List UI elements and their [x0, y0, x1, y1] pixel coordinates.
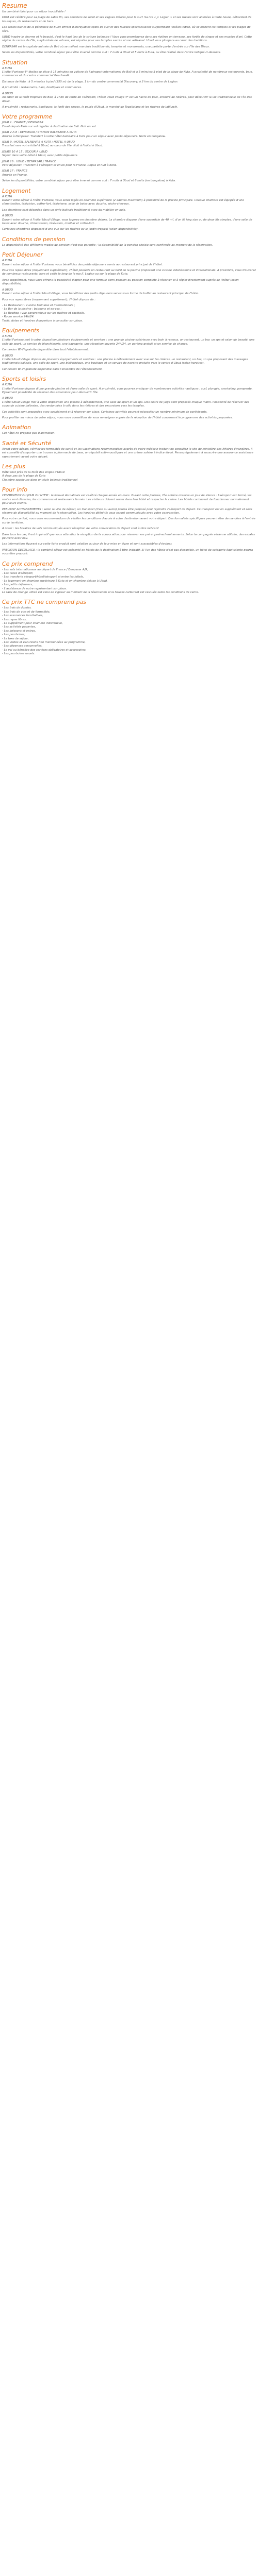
- program-day-heading: JOUR 9 : HOTEL BALNEAIRE A KUTA / HOTEL A UBUD: [2, 140, 75, 144]
- section-heading-animation: Animation: [2, 424, 31, 431]
- section-paragraph: Les chambres sont décorées dans un style balinais traditionnel avec du mobilier en bois.: [2, 208, 126, 212]
- section-paragraph: CELEBRATION DU JOUR DU NYEPI : le Nouvel An balinais est célébré chaque année en mars. Durant cette journée, l'île entière observe un jour de silence : l'aéroport est fermé, les routes sont désertes, les commerces et restaurants fermés. Les visiteurs doivent rester dans leur hôtel et respecter le calme. Les hôtels continuent de fonctionner normalement pour leurs clients.: [2, 494, 252, 505]
- program-day-heading: JOUR 2 A 8 : DENPASAR / STATION BALNEAIRE A KUTA: [2, 131, 77, 134]
- section-paragraph: Le taux de change utilisé est celui en vigueur au moment de la réservation et la hausse carburant est calculée selon les conditions de vente.: [2, 591, 199, 594]
- section-heading-equipements: Equipements: [2, 327, 40, 334]
- program-note: Selon les disponibilités, votre combiné séjour peut être inversé comme suit : 7 nuits à Ubud et 6 nuits (en bungalow) à Kuta.: [2, 179, 176, 183]
- list-item: Chambre spacieuse dans un style balinais traditionnel: [2, 478, 78, 482]
- list-item: - Les pourboires usuels.: [2, 652, 36, 656]
- list-item: - Le Restaurant : cuisine balinaise et internationale ;: [2, 303, 75, 307]
- section-heading-logement: Logement: [2, 187, 31, 194]
- resume-paragraph: Les sables blancs de la péninsule de Bukit offrent d'incroyables spots de surf et des falaises spectaculaires surplombant l'océan Indien, où se nichent les temples et les plages de rêve.: [2, 26, 251, 33]
- section-paragraph: PRECISION DECOLLAGE : le combiné séjour est présenté en hôtels de la destination à titre indicatif. Si l'un des hôtels n'est pas disponible, un hôtel de catégorie équivalente pourra vous être proposé.: [2, 548, 253, 556]
- program-day-heading: JOUR 17 : FRANCE: [2, 170, 28, 173]
- section-paragraph: Ces activités sont proposées avec supplément et à réserver sur place. Certaines activités peuvent nécessiter un nombre minimum de participants.: [2, 410, 207, 414]
- subsection-label: A UBUD: [2, 92, 13, 95]
- section-paragraph: Au cœur de la forêt tropicale de Bali, à 1h30 de route de l'aéroport, l'hôtel Ubud Village 4* est un havre de paix, entouré de rizières, pour découvrir la vie traditionnelle de l'île des dieux.: [2, 96, 252, 103]
- section-heading-conditions: Conditions de pension: [2, 235, 66, 243]
- list-item: - Les activités payantes,: [2, 625, 36, 629]
- resume-paragraph: Selon les disponibilités, votre combiné séjour peut être inversé comme suit : 7 nuits à Ubud et 5 nuits à Kuta, ou être réalisé dans l'ordre indiqué ci-dessous.: [2, 51, 221, 55]
- list-item: - Le supplément pour chambre individuelle,: [2, 622, 63, 625]
- section-paragraph: Pour vos repas libres (moyennant supplément), l'hôtel possède un restaurant au bord de la piscine proposant une cuisine indonésienne et internationale. A proximité, vous trouverez de nombreux restaurants, bars et cafés le long de la rue Jl. Legian ou sur la plage de Kuta.: [2, 269, 256, 276]
- subsection-label: A KUTA: [2, 259, 12, 263]
- section-paragraph: L'hôtel Fontana dispose d'une grande piscine et d'une salle de sport. A proximité, vous pourrez pratiquer de nombreuses activités nautiques : surf, plongée, snorkeling, parapente. Egalement possibilité de réserver des excursions pour découvrir l'île.: [2, 387, 253, 394]
- subsection-label: A KUTA: [2, 66, 12, 70]
- program-day-text: Petit déjeuner. Transfert à l'aéroport et envol pour la France. Repas et nuit à bord.: [2, 163, 117, 167]
- section-paragraph: Durant votre séjour à l'hôtel Fontana, vous bénéficiez des petits déjeuners servis au restaurant principal de l'hôtel.: [2, 263, 163, 266]
- program-day-text: Arrivée à Denpasar. Transfert à votre hôtel balnéaire à Kuta pour un séjour avec petits déjeuners. Nuits en bungalow.: [2, 134, 166, 138]
- subsection-label: A UBUD: [2, 397, 13, 400]
- program-day-heading: JOUR 1 : FRANCE / DENPASAR: [2, 121, 44, 125]
- section-heading-sante: Santé et Sécurité: [2, 439, 52, 447]
- section-paragraph: L'hôtel Fontana met à votre disposition plusieurs équipements et services : une grande piscine extérieure avec bain à remous, un restaurant, un bar, un spa et salon de beauté, une salle de sport, un service de blanchisserie, une bagagerie, une réception ouverte 24h/24, un parking gratuit et un service de change.: [2, 338, 255, 346]
- subsection-label: A KUTA: [2, 195, 12, 198]
- list-item: - Room service 24h/24.: [2, 315, 35, 319]
- section-paragraph: A proximité : restaurants, boutiques, la forêt des singes, le palais d'Ubud, le marché de Tegallalang et les rizières de Jatiluwih.: [2, 105, 178, 109]
- resume-paragraph: KUTA est célèbre pour sa plage de sable fin, ses couchers de soleil et ses vagues idéales pour le surf. Sa rue « Jl. Legian » et ses ruelles sont animées à toute heure, débordant de boutiques, de restaurants et de bars.: [2, 16, 252, 23]
- section-paragraph: Connexion Wi-Fi gratuite disponible dans tout l'établissement.: [2, 348, 89, 352]
- list-item: - Le Rooftop : vue panoramique sur les rizières et cocktails.: [2, 311, 85, 315]
- section-paragraph: Distance de Kuta : à 5 minutes à pied (350 m) de la plage, 1 km du centre commercial Discovery, à 2 km du centre de Legian.: [2, 80, 179, 83]
- program-day-text: Séjour dans votre hôtel à Ubud, avec petits déjeuners.: [2, 154, 78, 158]
- program-day-text: Envol depuis Paris sur vol régulier à destination de Bali. Nuit en vol.: [2, 125, 97, 128]
- section-paragraph: Avant votre départ, vérifiez les formalités de santé et les vaccinations recommandées auprès de votre médecin traitant ou consultez le site du ministère des Affaires étrangères. Il est conseillé d'emporter une trousse à pharmacie de base, un répulsif anti-moustiques et une crème solaire à indice élevé. Pensez également à souscrire une assurance assistance rapatriement avant votre départ.: [2, 447, 253, 459]
- list-item: - Les petits déjeuners,: [2, 583, 33, 587]
- list-item: - Les pourboires,: [2, 633, 26, 637]
- subsection-label: A UBUD: [2, 288, 13, 292]
- program-day-text: Transfert vers votre hôtel à Ubud, au cœur de l'île. Nuit à l'hôtel à Ubud.: [2, 144, 103, 148]
- section-heading-prix-comprend: Ce prix comprend: [2, 560, 53, 567]
- section-heading-plus: Les plus: [2, 463, 25, 470]
- list-item: - Les transferts aéroport/hôtel/aéroport et entre les hôtels,: [2, 575, 84, 579]
- section-heading-ne-comprend-pas: Ce prix TTC ne comprend pas: [2, 599, 87, 606]
- list-item: A deux pas de la plage de Kuta: [2, 474, 46, 478]
- page-title: Resume: [2, 2, 27, 9]
- subsection-label: A UBUD: [2, 214, 13, 218]
- section-paragraph: Durant votre séjour à l'hôtel Ubud Village, vous logerez en chambre deluxe. La chambre dispose d'une superficie de 40 m², d'un lit king size ou de deux lits simples, d'une salle de bains avec douche, climatisation, télévision, minibar et coffre-fort.: [2, 218, 252, 226]
- document: [0, 0, 258, 656]
- subsection-label: A KUTA: [2, 334, 12, 338]
- section-paragraph: Pour votre confort, nous vous recommandons de vérifier les conditions d'accès à votre destination avant votre départ. Des formalités spécifiques peuvent être demandées à l'entrée sur le territoire.: [2, 517, 255, 524]
- section-paragraph: Dans tous les cas, il est impératif que vous attendiez la réception de la convocation pour réserver vos pré et post-acheminements. Selon la compagnie aérienne utilisée, des escales peuvent avoir lieu.: [2, 533, 255, 540]
- list-item: - Les repas libres,: [2, 618, 27, 621]
- section-paragraph: Avec supplément, nous vous offrons la possibilité d'opter pour une formule demi-pension ou pension complète à réserver et à régler directement auprès de l'hôtel (selon disponibilités).: [2, 278, 239, 286]
- resume-paragraph: UBUD inspire le charme et la beauté, c'est le haut lieu de la culture balinaise ! Vous vous promènerez dans ses rizières en terrasse, ses forêts de singes et ses musées d'art. Cette région du centre de l'île, surplombée de volcans, est réputée pour ses temples sacrés et son artisanat. Ubud vous plongera au cœur des traditions.: [2, 36, 252, 43]
- list-item: - La taxe de séjour,: [2, 637, 29, 640]
- section-paragraph: L'hôtel Fontana 4* étoiles se situe à 15 minutes en voiture de l'aéroport international de Bali et à 5 minutes à pied de la plage de Kuta. A proximité de nombreux restaurants, bars, commerces et du centre commercial Beachwalk.: [2, 71, 253, 78]
- section-paragraph: Durant votre séjour à l'hôtel Ubud Village, vous bénéficiez des petits déjeuners servis sous forme de buffet au restaurant principal de l'hôtel.: [2, 292, 199, 296]
- list-item: Hôtel tout près de la forêt des singes d'Ubud: [2, 471, 64, 474]
- list-item: - Les visites et excursions non mentionnées au programme,: [2, 641, 86, 645]
- section-paragraph: Tarifs, dates et horaires d'ouverture à consulter sur place.: [2, 319, 83, 323]
- section-paragraph: Connexion Wi-Fi gratuite disponible dans l'ensemble de l'établissement.: [2, 367, 103, 371]
- section-paragraph: Les informations figurant sur cette fiche produit sont valables au jour de leur mise en ligne et sont susceptibles d'évoluer.: [2, 543, 172, 546]
- section-paragraph: PRE-POST ACHEMINEMENTS : selon la ville de départ, un transport (train ou avion) pourra être proposé pour rejoindre l'aéroport de départ. Ce transport est en supplément et sous réserve de disponibilité au moment de la réservation. Les horaires définitifs vous seront communiqués avec votre convocation.: [2, 507, 252, 515]
- section-paragraph: A proximité : restaurants, bars, boutiques et commerces.: [2, 86, 82, 90]
- section-paragraph: L'hôtel Ubud Village dispose de plusieurs équipements et services : une piscine à débordement avec vue sur les rizières, un restaurant, un bar, un spa proposant des massages traditionnels balinais, une salle de sport, une bibliothèque, une boutique et un service de navette gratuite vers le centre d'Ubud (selon horaires).: [2, 358, 248, 365]
- section-heading-sports: Sports et loisirs: [2, 376, 46, 383]
- list-item: - Les assurances facultatives,: [2, 614, 43, 618]
- section-paragraph: Pour vos repas libres (moyennant supplément), l'hôtel dispose de :: [2, 298, 96, 301]
- section-paragraph: Certaines chambres disposent d'une vue sur les rizières ou le jardin tropical (selon disponibilités).: [2, 228, 139, 231]
- list-item: - Les dépenses personnelles,: [2, 645, 43, 648]
- subsection-label: A KUTA: [2, 383, 12, 387]
- list-item: - Les frais de dossier,: [2, 606, 31, 610]
- list-item: - L'assistance de notre représentant sur place.: [2, 587, 67, 590]
- section-paragraph: La disponibilité des différents modes de pension n'est pas garantie ; la disponibilité de la pension choisie sera confirmée au moment de la réservation.: [2, 243, 213, 247]
- section-heading-situation: Situation: [2, 59, 28, 66]
- section-heading-info: Pour info: [2, 486, 27, 494]
- list-item: - Les vols internationaux au départ de France / Denpasar A/R,: [2, 568, 88, 571]
- list-item: - Les taxes d'aéroport,: [2, 571, 34, 575]
- section-paragraph: Durant votre séjour à l'hôtel Fontana, vous serez logés en chambre supérieure (2 adultes maximum) à proximité de la piscine principale. Chaque chambre est équipée d'une climatisation, télévision, coffre-fort, téléphone, salle de bains avec douche, sèche-cheveux.: [2, 199, 244, 206]
- resume-paragraph: DENPASAR est la capitale animée de Bali où se mêlent marchés traditionnels, temples et monuments, une parfaite porte d'entrée sur l'île des Dieux.: [2, 45, 210, 48]
- list-item: - Le Bar de la piscine : boissons et en-cas ;: [2, 308, 62, 311]
- list-item: - Le logement en chambre supérieure à Kuta et en chambre deluxe à Ubud,: [2, 579, 108, 583]
- list-item: - Les frais de visa et de formalités,: [2, 610, 51, 614]
- resume-intro: Un combiné idéal pour un séjour inoubliable !: [2, 10, 66, 13]
- section-paragraph: L'hôtel Ubud Village met à votre disposition une piscine à débordement, une salle de sport et un spa. Des cours de yoga sont proposés chaque matin. Possibilité de réserver des cours de cuisine balinaise, des randonnées à vélo dans les rizières et des excursions vers les temples.: [2, 400, 249, 408]
- program-day-heading: JOURS 10 A 15 : SEJOUR A UBUD: [2, 150, 47, 154]
- section-paragraph: Pour profiter au mieux de votre séjour, nous vous conseillons de vous renseigner auprès de la réception de l'hôtel concernant le programme des activités proposées.: [2, 416, 233, 420]
- list-item: - Les boissons et extras,: [2, 629, 36, 633]
- section-paragraph: A noter : les horaires de vols communiqués avant réception de votre convocation de départ sont à titre indicatif.: [2, 527, 159, 531]
- subsection-label: A UBUD: [2, 354, 13, 358]
- section-heading-petit-dejeuner: Petit Déjeuner: [2, 251, 43, 259]
- section-heading-programme: Votre programme: [2, 113, 53, 121]
- program-day-heading: JOUR 16 : UBUD / DENPASAR / FRANCE: [2, 160, 56, 163]
- program-day-text: Arrivée en France.: [2, 173, 28, 177]
- section-paragraph: Cet hôtel ne propose pas d'animation.: [2, 432, 56, 435]
- list-item: - Le vol au bénéfice des services obligatoires et accessoires,: [2, 648, 87, 652]
